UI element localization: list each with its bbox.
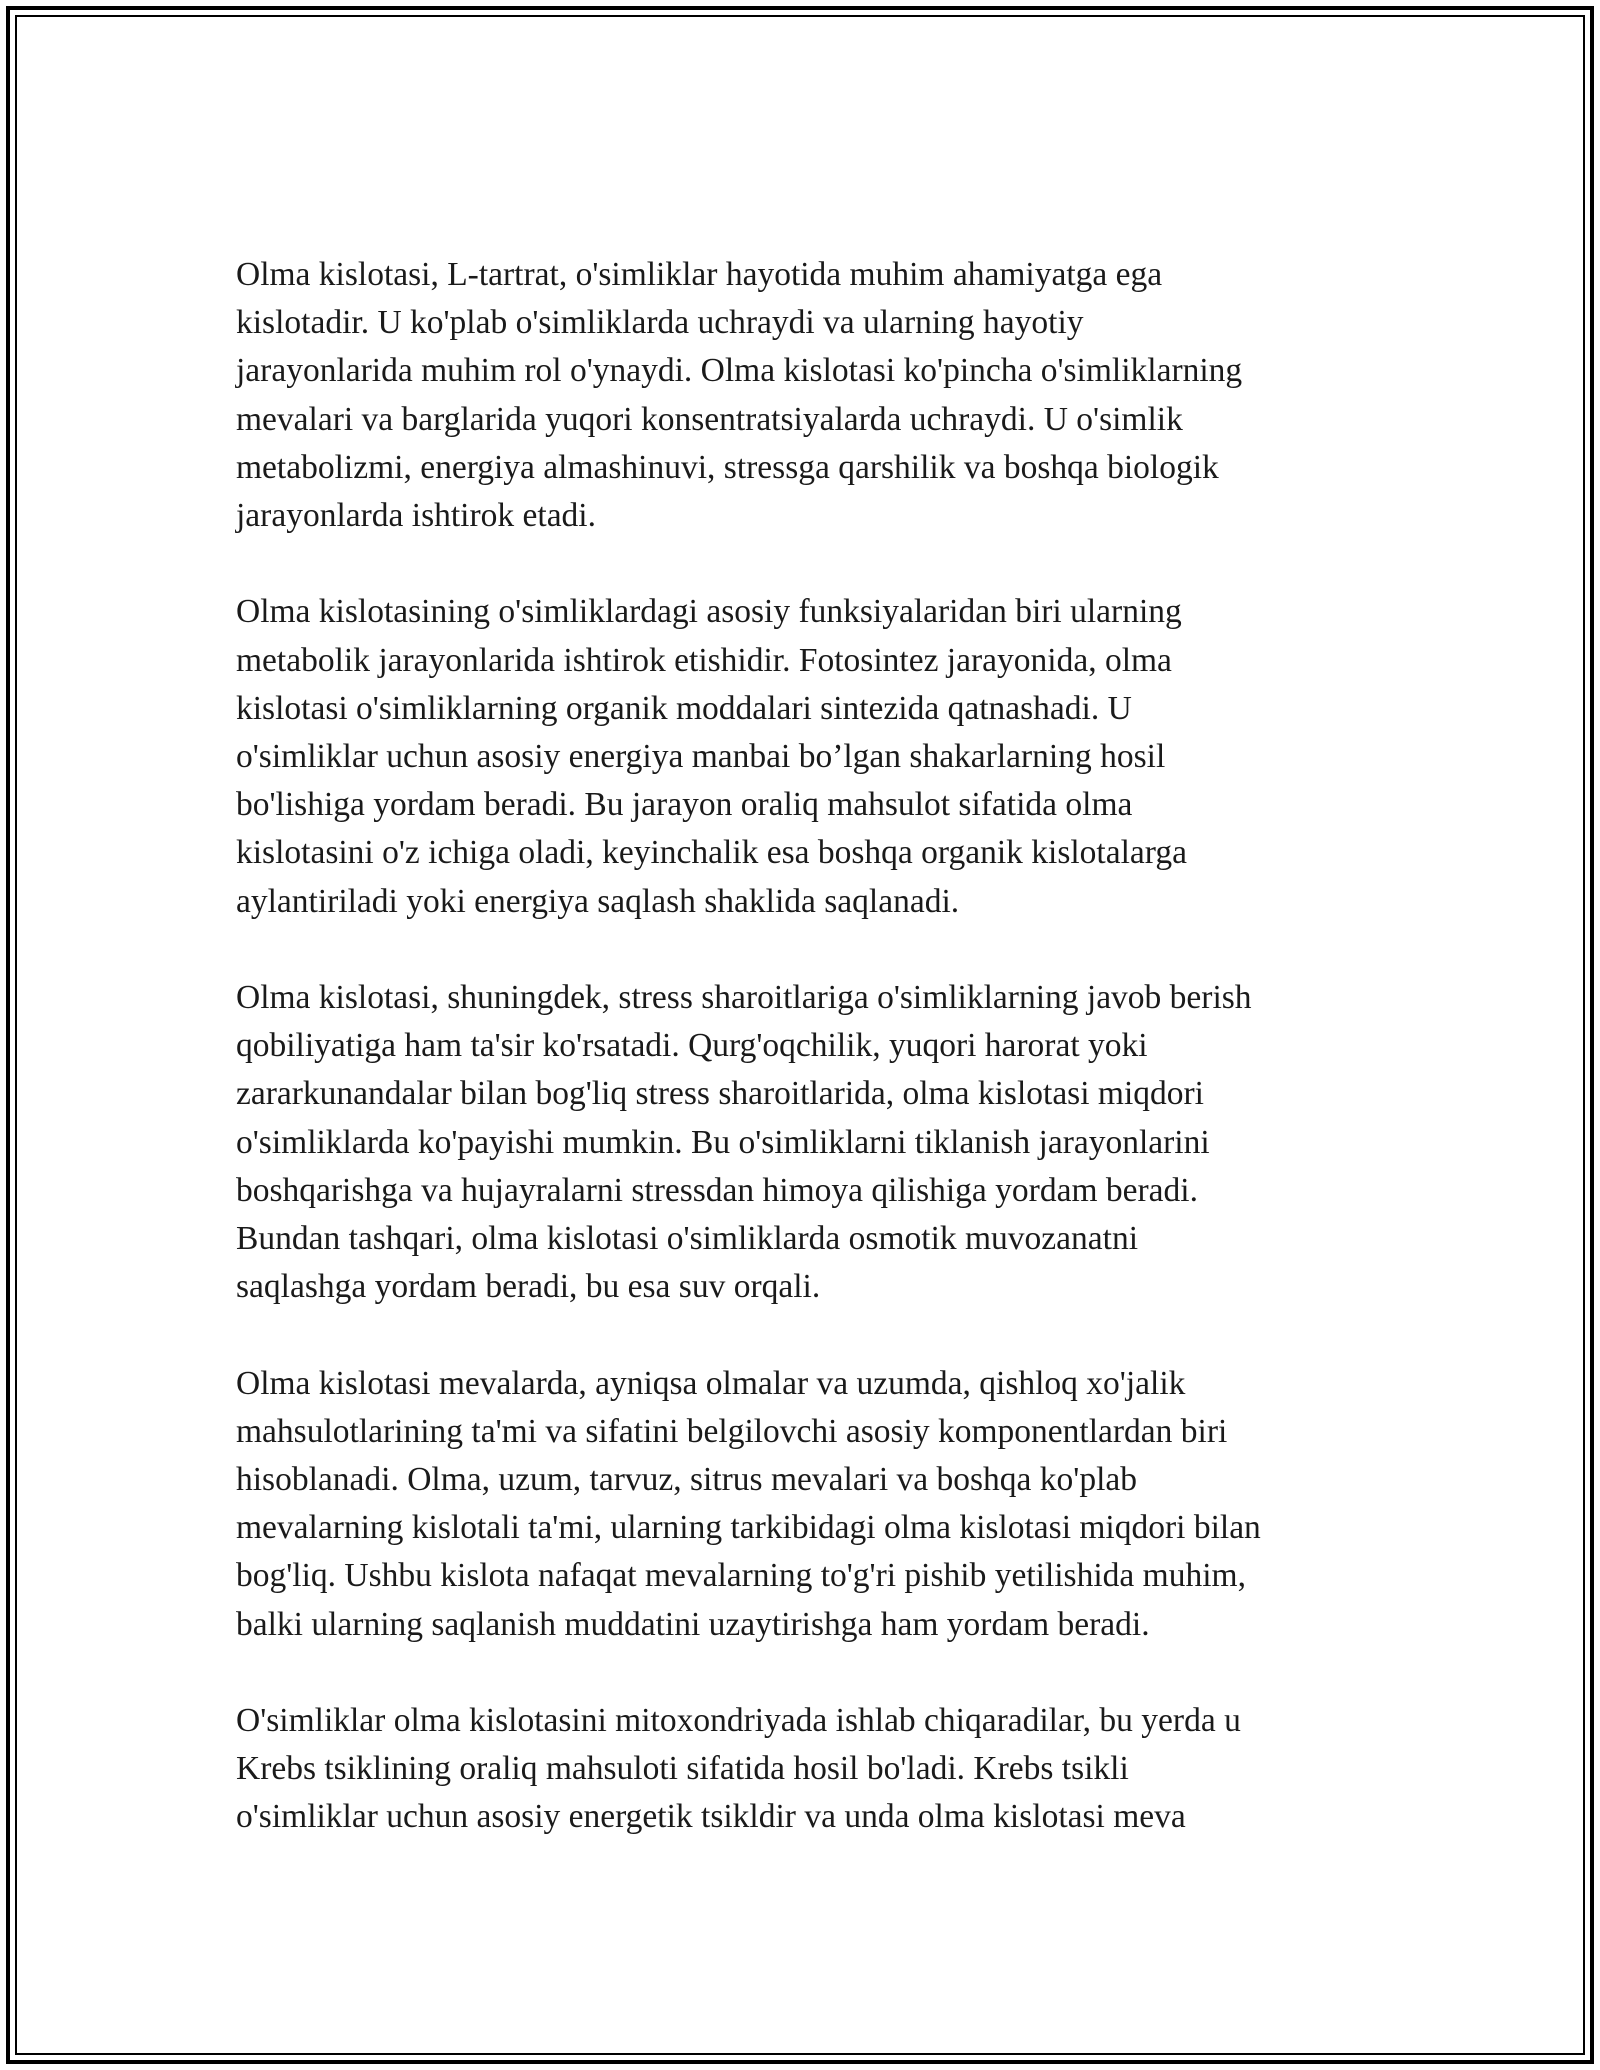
text-line: bog'liq. Ushbu kislota nafaqat mevalarning to'g'ri pishib yetilishida muhim, <box>236 1557 1246 1595</box>
text-line: mahsulotlarining ta'mi va sifatini belgilovchi asosiy komponentlardan biri <box>236 1412 1228 1450</box>
text-line: O'simliklar olma kislotasini mitoxondriyada ishlab chiqaradilar, bu yerda u <box>236 1702 1241 1740</box>
text-line: o'simliklarda ko'payishi mumkin. Bu o'simliklarni tiklanish jarayonlarini <box>236 1123 1210 1161</box>
paragraph-3 <box>236 974 1376 1311</box>
text-line: Olma kislotasi, shuningdek, stress sharoitlariga o'simliklarning javob berish <box>236 979 1252 1017</box>
text-line: metabolik jarayonlarida ishtirok etishidir. Fotosintez jarayonida, olma <box>236 641 1172 679</box>
text-line: jarayonlarda ishtirok etadi. <box>236 497 596 535</box>
text-line: boshqarishga va hujayralarni stressdan himoya qilishiga yordam beradi. <box>236 1171 1198 1209</box>
text-line: balki ularning saqlanish muddatini uzaytirishga ham yordam beradi. <box>236 1605 1150 1643</box>
text-line: o'simliklar uchun asosiy energiya manbai bo’lgan shakarlarning hosil <box>236 738 1166 776</box>
text-line: kislotasi o'simliklarning organik moddalari sintezida qatnashadi. U <box>236 689 1132 727</box>
text-line: hisoblanadi. Olma, uzum, tarvuz, sitrus mevalari va boshqa ko'plab <box>236 1461 1138 1499</box>
text-line: Krebs tsiklining oraliq mahsuloti sifatida hosil bo'ladi. Krebs tsikli <box>236 1750 1129 1788</box>
text-line: bo'lishiga yordam beradi. Bu jarayon oraliq mahsulot sifatida olma <box>236 786 1133 824</box>
text-line: o'simliklar uchun asosiy energetik tsikldir va unda olma kislotasi meva <box>236 1798 1186 1836</box>
text-line: metabolizmi, energiya almashinuvi, stressga qarshilik va boshqa biologik <box>236 448 1219 486</box>
text-line: qobiliyatiga ham ta'sir ko'rsatadi. Qurg'oqchilik, yuqori harorat yoki <box>236 1027 1148 1065</box>
text-line: jarayonlarida muhim rol o'ynaydi. Olma kislotasi ko'pincha o'simliklarning <box>236 352 1243 390</box>
text-line: Olma kislotasining o'simliklardagi asosiy funksiyalaridan biri ularning <box>236 593 1182 631</box>
text-line: Olma kislotasi mevalarda, ayniqsa olmalar va uzumda, qishloq xo'jalik <box>236 1364 1186 1402</box>
paragraph-4 <box>236 1360 1376 1649</box>
text-line: mevalarning kislotali ta'mi, ularning tarkibidagi olma kislotasi miqdori bilan <box>236 1509 1261 1547</box>
text-line: kislotasini o'z ichiga oladi, keyinchalik esa boshqa organik kislotalarga <box>236 834 1187 872</box>
text-line: Bundan tashqari, olma kislotasi o'simliklarda osmotik muvozanatni <box>236 1220 1139 1258</box>
text-line: aylantiriladi yoki energiya saqlash shaklida saqlanadi. <box>236 882 960 920</box>
paragraph-1 <box>236 251 1376 540</box>
paragraph-2 <box>236 588 1376 925</box>
text-line: kislotadir. U ko'plab o'simliklarda uchraydi va ularning hayotiy <box>236 304 1084 342</box>
text-line: zararkunandalar bilan bog'liq stress sharoitlarida, olma kislotasi miqdori <box>236 1075 1204 1113</box>
text-line: Olma kislotasi, L-tartrat, o'simliklar hayotida muhim ahamiyatga ega <box>236 256 1163 293</box>
document-body <box>236 251 1376 1890</box>
text-line: mevalari va barglarida yuqori konsentratsiyalarda uchraydi. U o'simlik <box>236 400 1183 438</box>
text-line: saqlashga yordam beradi, bu esa suv orqali. <box>236 1268 821 1306</box>
paragraph-5 <box>236 1697 1376 1842</box>
